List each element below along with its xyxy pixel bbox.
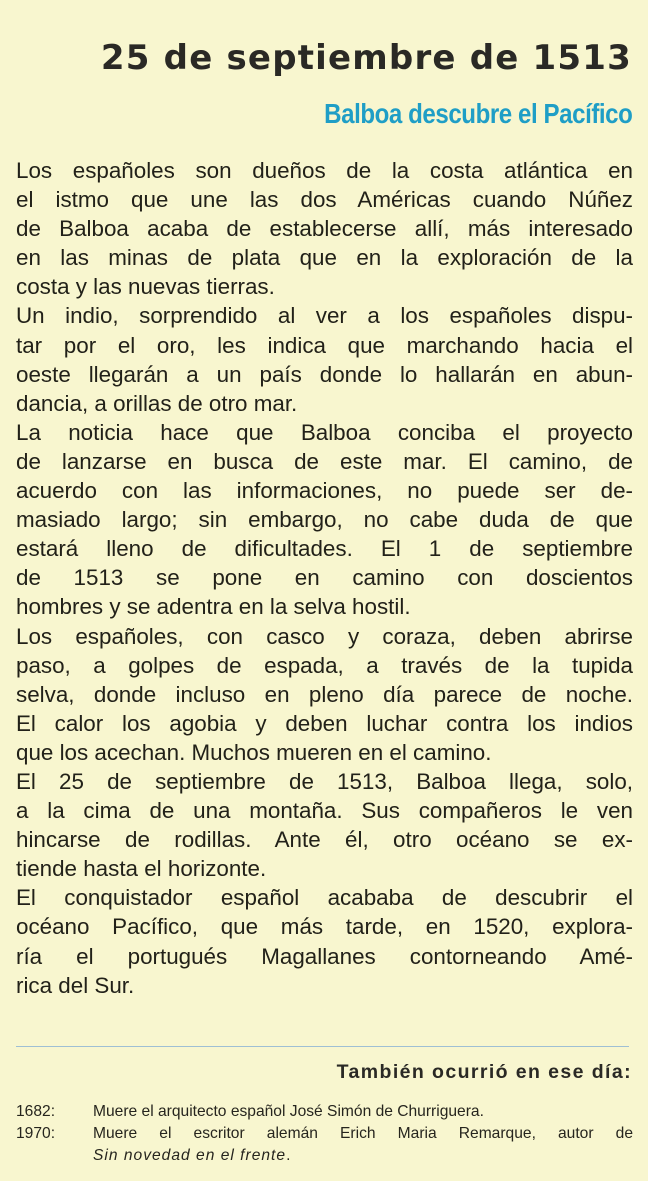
article-line: el istmo que une las dos Américas cuando Núñez xyxy=(16,187,633,213)
article-line: La noticia hace que Balboa conciba el proyecto xyxy=(16,419,633,445)
article-line: Los españoles son dueños de la costa atlántica en xyxy=(16,158,633,183)
article-line: estará lleno de dificultades. El 1 de septiembre xyxy=(16,536,633,562)
article-line: de 1513 se pone en camino con doscientos xyxy=(16,565,633,591)
article-line: Los españoles, con casco y coraza, deben abrirse xyxy=(16,623,633,649)
article-body xyxy=(16,156,633,1000)
article-line: dancia, a orillas de otro mar. xyxy=(16,390,298,416)
article-line: hombres y se adentra en la selva hostil. xyxy=(16,594,411,620)
date-title: 25 de septiembre de 1513 xyxy=(100,38,632,78)
article-line: hincarse de rodillas. Ante él, otro océano se ex- xyxy=(16,827,633,853)
article-line: paso, a golpes de espada, a través de la tupida xyxy=(16,652,633,678)
article-line: a la cima de una montaña. Sus compañeros le ven xyxy=(16,798,633,824)
event-year: 1970: xyxy=(16,1125,56,1142)
event-item xyxy=(16,1101,633,1123)
event-year: 1682: xyxy=(16,1103,56,1120)
article-line: Un indio, sorprendido al ver a los españoles dispu- xyxy=(16,303,633,329)
article-line: El conquistador español acababa de descubrir el xyxy=(16,885,633,911)
also-happened-title: También ocurrió en ese día: xyxy=(336,1061,632,1083)
event-line: Muere el arquitecto español José Simón de Churriguera. xyxy=(93,1103,484,1120)
article-line: costa y las nuevas tierras. xyxy=(16,274,275,300)
article-line: El calor los agobia y deben luchar contra los indios xyxy=(16,710,633,736)
event-description xyxy=(93,1123,633,1167)
article-line: tar por el oro, les indica que marchando hacia el xyxy=(16,332,633,358)
article-subtitle: Balboa descubre el Pacífico xyxy=(323,98,632,129)
event-line-end: . xyxy=(286,1147,291,1164)
article-line: tiende hasta el horizonte. xyxy=(16,856,267,882)
article-line: rica del Sur. xyxy=(16,972,135,998)
article-line: océano Pacífico, que más tarde, en 1520, explora- xyxy=(16,914,633,940)
article-line: El 25 de septiembre de 1513, Balboa llega, solo, xyxy=(16,768,633,794)
event-description xyxy=(93,1101,633,1123)
article-line: ría el portugués Magallanes contorneando Amé- xyxy=(16,943,633,969)
article-line: acuerdo con las informaciones, no puede ser de- xyxy=(16,478,633,504)
article-line: masiado largo; sin embargo, no cabe duda de que xyxy=(16,507,633,533)
event-line: Muere el escritor alemán Erich Maria Remarque, autor de xyxy=(93,1125,633,1142)
article-line: de Balboa acaba de establecerse allí, más interesado xyxy=(16,216,633,242)
event-item xyxy=(16,1123,633,1167)
work-title: Sin novedad en el frente xyxy=(93,1147,287,1164)
article-line: en las minas de plata que en la exploración de la xyxy=(16,245,633,271)
article-line: oeste llegarán a un país donde lo hallarán en abun- xyxy=(16,361,633,387)
section-divider xyxy=(16,1046,629,1047)
event-line xyxy=(93,1145,633,1167)
article-line: que los acechan. Muchos mueren en el camino. xyxy=(16,739,492,765)
article-line: de lanzarse en busca de este mar. El camino, de xyxy=(16,448,633,474)
article-line: selva, donde incluso en pleno día parece de noche. xyxy=(16,681,633,707)
events-list xyxy=(16,1101,633,1167)
